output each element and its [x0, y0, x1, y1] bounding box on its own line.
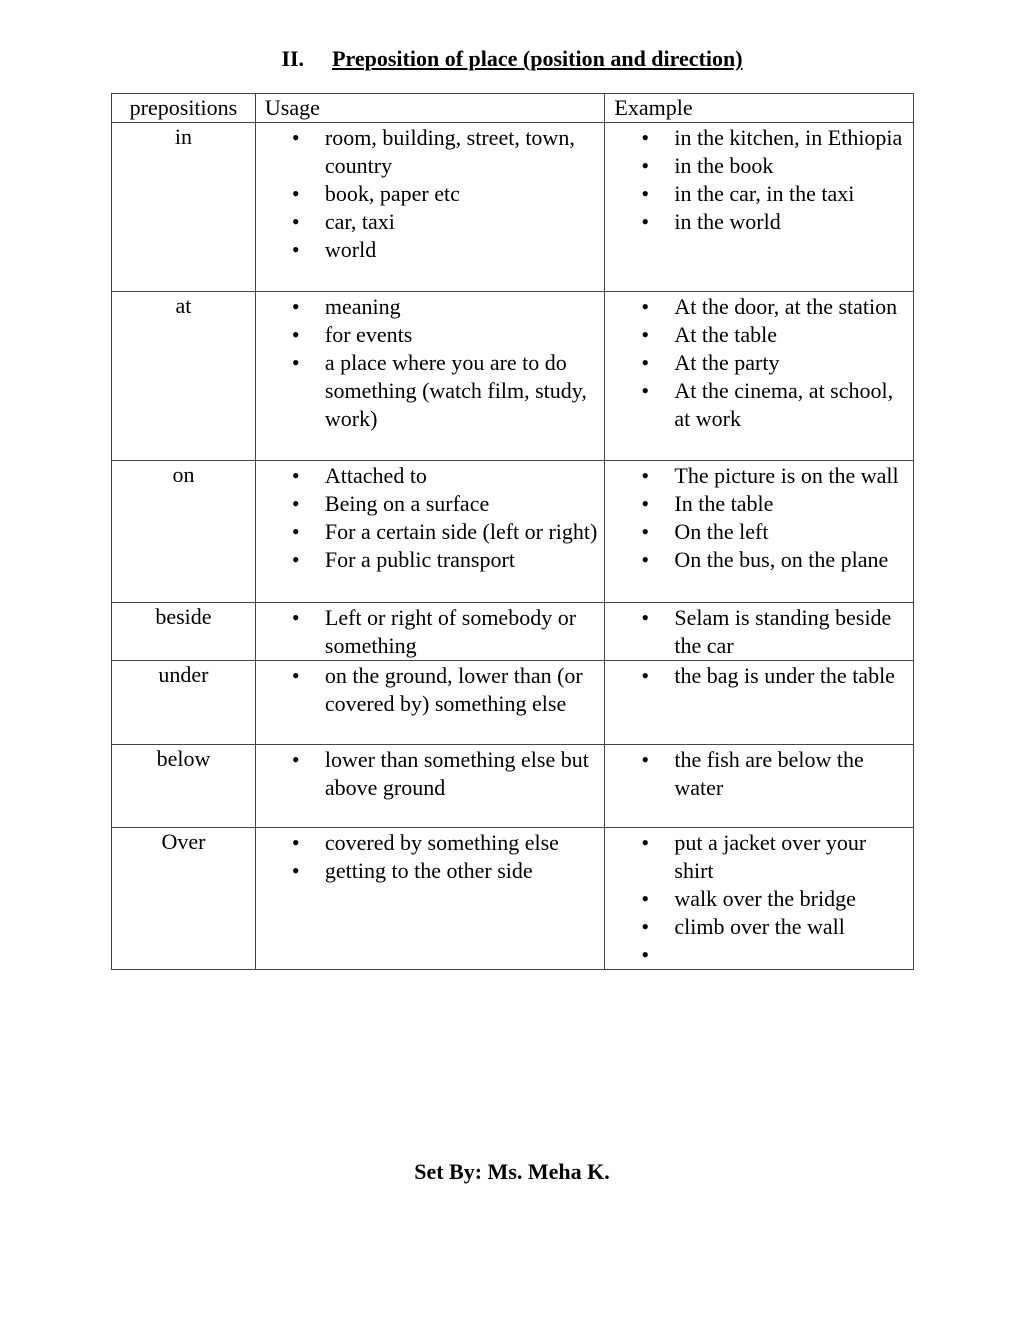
preposition-cell: in	[112, 123, 256, 292]
example-item: • At the door, at the station	[674, 293, 909, 321]
example-item: • On the left	[674, 518, 909, 546]
usage-item: • For a certain side (left or right)	[325, 518, 601, 546]
preposition-cell: Over	[112, 828, 256, 970]
header-prepositions: prepositions	[112, 94, 256, 123]
example-item: • climb over the wall	[674, 913, 909, 941]
usage-item: • Left or right of somebody or something	[325, 604, 601, 660]
usage-item: • car, taxi	[325, 208, 601, 236]
usage-list	[256, 745, 605, 802]
preposition-cell: below	[112, 745, 256, 828]
table-row	[112, 828, 914, 970]
example-item: • Selam is standing beside the car	[674, 604, 909, 660]
section-number: II.	[281, 46, 305, 71]
usage-item: • Being on a surface	[325, 490, 601, 518]
usage-item: • Attached to	[325, 462, 601, 490]
example-item: • in the car, in the taxi	[674, 180, 909, 208]
example-list	[605, 461, 913, 574]
usage-item: • getting to the other side	[325, 857, 601, 885]
example-item: • put a jacket over your shirt	[674, 829, 909, 885]
example-cell	[605, 661, 914, 745]
usage-item: • lower than something else but above ground	[325, 746, 601, 802]
header-usage: Usage	[255, 94, 605, 123]
usage-item: • world	[325, 236, 601, 264]
usage-item: • on the ground, lower than (or covered by) something else	[325, 662, 601, 718]
table-row	[112, 461, 914, 603]
example-item	[674, 941, 909, 969]
preposition-cell: on	[112, 461, 256, 603]
usage-cell	[255, 461, 605, 603]
table-row	[112, 603, 914, 661]
usage-cell	[255, 661, 605, 745]
example-item: • In the table	[674, 490, 909, 518]
table-row	[112, 123, 914, 292]
table-row	[112, 292, 914, 461]
usage-item: • For a public transport	[325, 546, 601, 574]
usage-item: • book, paper etc	[325, 180, 601, 208]
header-example: Example	[605, 94, 914, 123]
section-title: Preposition of place (position and direction)	[332, 46, 743, 71]
usage-item: • room, building, street, town, country	[325, 124, 601, 180]
example-cell	[605, 292, 914, 461]
table-header-row	[112, 94, 914, 123]
example-item: • the fish are below the water	[674, 746, 909, 802]
usage-list	[256, 661, 605, 718]
prepositions-table	[111, 93, 914, 970]
preposition-cell: at	[112, 292, 256, 461]
preposition-cell: under	[112, 661, 256, 745]
example-cell	[605, 123, 914, 292]
usage-list	[256, 123, 605, 264]
usage-cell	[255, 123, 605, 292]
example-item: • walk over the bridge	[674, 885, 909, 913]
example-item: • On the bus, on the plane	[674, 546, 909, 574]
example-list	[605, 828, 913, 969]
example-list	[605, 123, 913, 236]
example-cell	[605, 461, 914, 603]
usage-item: • for events	[325, 321, 601, 349]
section-heading	[0, 44, 1024, 74]
usage-list	[256, 461, 605, 574]
usage-item: • meaning	[325, 293, 601, 321]
usage-cell	[255, 745, 605, 828]
usage-list	[256, 292, 605, 433]
example-item: • The picture is on the wall	[674, 462, 909, 490]
example-list	[605, 745, 913, 802]
example-item: • in the kitchen, in Ethiopia	[674, 124, 909, 152]
example-list	[605, 603, 913, 660]
table-row	[112, 745, 914, 828]
preposition-cell: beside	[112, 603, 256, 661]
usage-list	[256, 828, 605, 885]
example-item: • in the world	[674, 208, 909, 236]
example-cell	[605, 828, 914, 970]
usage-item: • covered by something else	[325, 829, 601, 857]
example-item: • the bag is under the table	[674, 662, 909, 690]
example-cell	[605, 745, 914, 828]
usage-cell	[255, 828, 605, 970]
example-item: • At the table	[674, 321, 909, 349]
example-list	[605, 292, 913, 433]
example-list	[605, 661, 913, 690]
author-credit: Set By: Ms. Meha K.	[414, 1159, 610, 1184]
usage-item: • a place where you are to do something (watch film, study, work)	[325, 349, 601, 433]
example-item: • in the book	[674, 152, 909, 180]
usage-cell	[255, 603, 605, 661]
example-cell	[605, 603, 914, 661]
usage-cell	[255, 292, 605, 461]
table-row	[112, 661, 914, 745]
example-item: • At the party	[674, 349, 909, 377]
example-item: • At the cinema, at school, at work	[674, 377, 909, 433]
usage-list	[256, 603, 605, 660]
